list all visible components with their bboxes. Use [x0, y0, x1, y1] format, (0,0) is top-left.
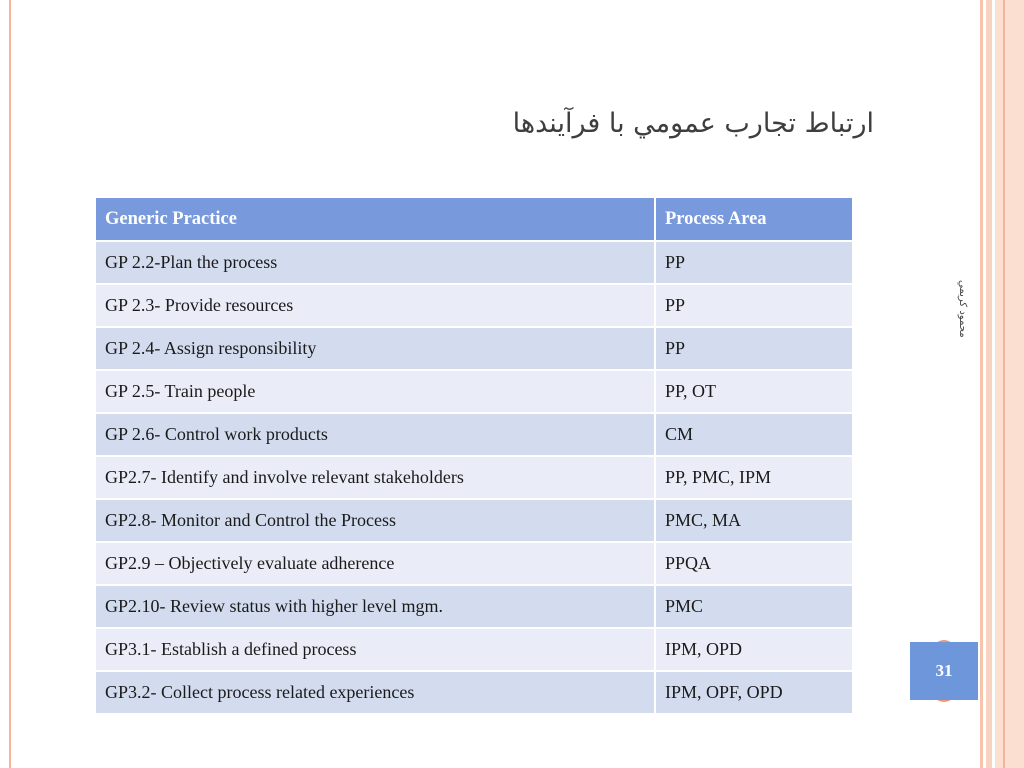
- process-area-cell: PMC: [655, 585, 853, 628]
- table-header-row: [95, 197, 853, 241]
- process-area-cell: PPQA: [655, 542, 853, 585]
- process-area-cell: PP: [655, 327, 853, 370]
- generic-practice-cell: GP3.1- Establish a defined process: [95, 628, 655, 671]
- generic-practice-cell: GP 2.6- Control work products: [95, 413, 655, 456]
- header-process-area: Process Area: [655, 197, 853, 241]
- process-area-cell: PP: [655, 241, 853, 284]
- author-name: محمود كريمي: [957, 280, 968, 338]
- generic-practice-cell: GP 2.3- Provide resources: [95, 284, 655, 327]
- generic-practice-cell: GP 2.2-Plan the process: [95, 241, 655, 284]
- right-border-line-outer: [1003, 0, 1005, 768]
- process-area-cell: PP, PMC, IPM: [655, 456, 853, 499]
- process-area-cell: IPM, OPD: [655, 628, 853, 671]
- process-area-cell: PP, OT: [655, 370, 853, 413]
- header-generic-practice: Generic Practice: [95, 197, 655, 241]
- table-row: [95, 370, 853, 413]
- table-row: [95, 327, 853, 370]
- table-row: [95, 671, 853, 714]
- right-border-line: [980, 0, 983, 768]
- page-number: 31: [910, 642, 978, 700]
- process-area-cell: CM: [655, 413, 853, 456]
- process-area-cell: PP: [655, 284, 853, 327]
- process-area-cell: PMC, MA: [655, 499, 853, 542]
- process-area-cell: IPM, OPF, OPD: [655, 671, 853, 714]
- table-row: [95, 284, 853, 327]
- table-row: [95, 241, 853, 284]
- generic-practice-cell: GP2.7- Identify and involve relevant stakeholders: [95, 456, 655, 499]
- generic-practice-cell: GP2.9 – Objectively evaluate adherence: [95, 542, 655, 585]
- table-row: [95, 628, 853, 671]
- generic-practice-cell: GP2.8- Monitor and Control the Process: [95, 499, 655, 542]
- table-row: [95, 413, 853, 456]
- table-row: [95, 499, 853, 542]
- generic-practice-cell: GP 2.5- Train people: [95, 370, 655, 413]
- generic-practice-cell: GP3.2- Collect process related experiences: [95, 671, 655, 714]
- slide-title: ارتباط تجارب عمومي با فرآيندها: [512, 108, 874, 139]
- generic-practice-cell: GP 2.4- Assign responsibility: [95, 327, 655, 370]
- left-border-line: [9, 0, 11, 768]
- right-border-band-inner: [986, 0, 992, 768]
- table-row: [95, 585, 853, 628]
- right-border-band: [995, 0, 1024, 768]
- generic-practice-cell: GP2.10- Review status with higher level mgm.: [95, 585, 655, 628]
- table-row: [95, 456, 853, 499]
- generic-practice-table: [94, 196, 854, 715]
- table-row: [95, 542, 853, 585]
